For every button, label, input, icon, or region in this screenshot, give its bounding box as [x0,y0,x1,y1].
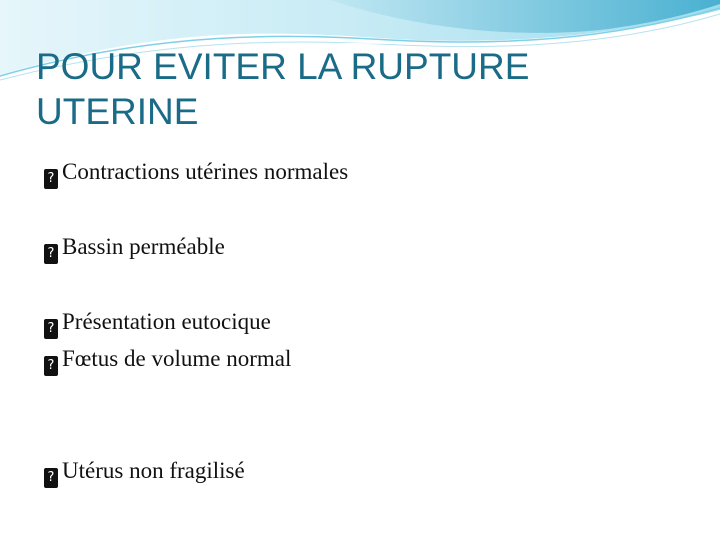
bullet-icon: ? [44,356,58,376]
bullet-text: Utérus non fragilisé [62,458,245,483]
bullet-item [44,345,291,376]
bullet-icon: ? [44,468,58,488]
bullet-item [44,308,271,339]
bullet-icon: ? [44,319,58,339]
bullet-text: Contractions utérines normales [62,159,349,184]
bullet-item [44,158,348,189]
bullet-item [44,233,225,264]
bullet-icon: ? [44,244,58,264]
bullet-item [44,457,245,488]
bullet-text: Présentation eutocique [62,309,271,334]
bullet-icon: ? [44,169,58,189]
bullet-text: Fœtus de volume normal [62,346,292,371]
bullet-text: Bassin perméable [62,234,225,259]
slide-title: POUR EVITER LA RUPTURE UTERINE [36,46,530,132]
